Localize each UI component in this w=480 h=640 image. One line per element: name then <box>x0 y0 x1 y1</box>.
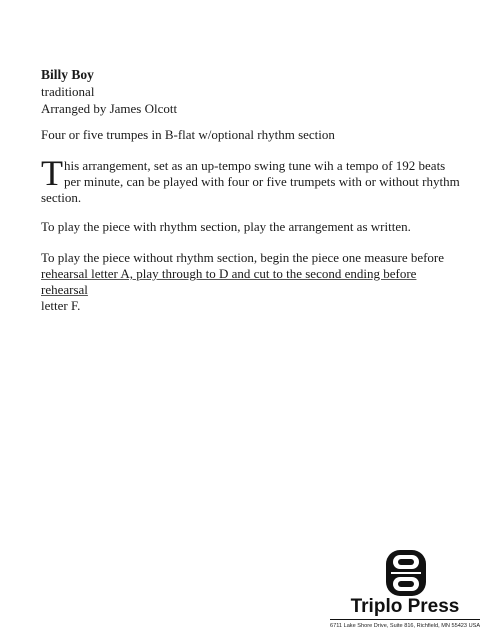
intro-paragraph <box>41 153 461 206</box>
publisher-block <box>330 548 480 638</box>
piece-title: Billy Boy <box>41 67 94 82</box>
publisher-name: Triplo Press <box>350 596 460 617</box>
without-rhythm-paragraph <box>41 250 461 314</box>
drop-cap: T <box>41 153 63 193</box>
triplo-press-logo-icon <box>382 548 430 598</box>
arranger-credit: Arranged by James Olcott <box>41 101 178 116</box>
without-rhythm-line-1: To play the piece without rhythm section, begin the piece one measure before <box>41 250 445 265</box>
with-rhythm-paragraph: To play the piece with rhythm section, play the arrangement as written. <box>41 219 411 234</box>
without-rhythm-line-2: rehearsal letter A, play through to D and cut to the second ending before rehearsal <box>41 266 417 297</box>
piece-subtitle: traditional <box>41 84 95 99</box>
publisher-divider <box>330 619 480 620</box>
without-rhythm-line-3: letter F. <box>41 298 81 313</box>
intro-paragraph-text: his arrangement, set as an up-tempo swing tune wih a tempo of 192 beats per minute, can be played with four or five trumpets with or without rhythm section. <box>41 158 460 205</box>
publisher-address: 6711 Lake Shore Drive, Suite 816, Richfield, MN 55423 USA <box>330 623 480 629</box>
instrumentation-line: Four or five trumpes in B-flat w/optional rhythm section <box>41 127 335 142</box>
piece-header <box>41 66 441 117</box>
